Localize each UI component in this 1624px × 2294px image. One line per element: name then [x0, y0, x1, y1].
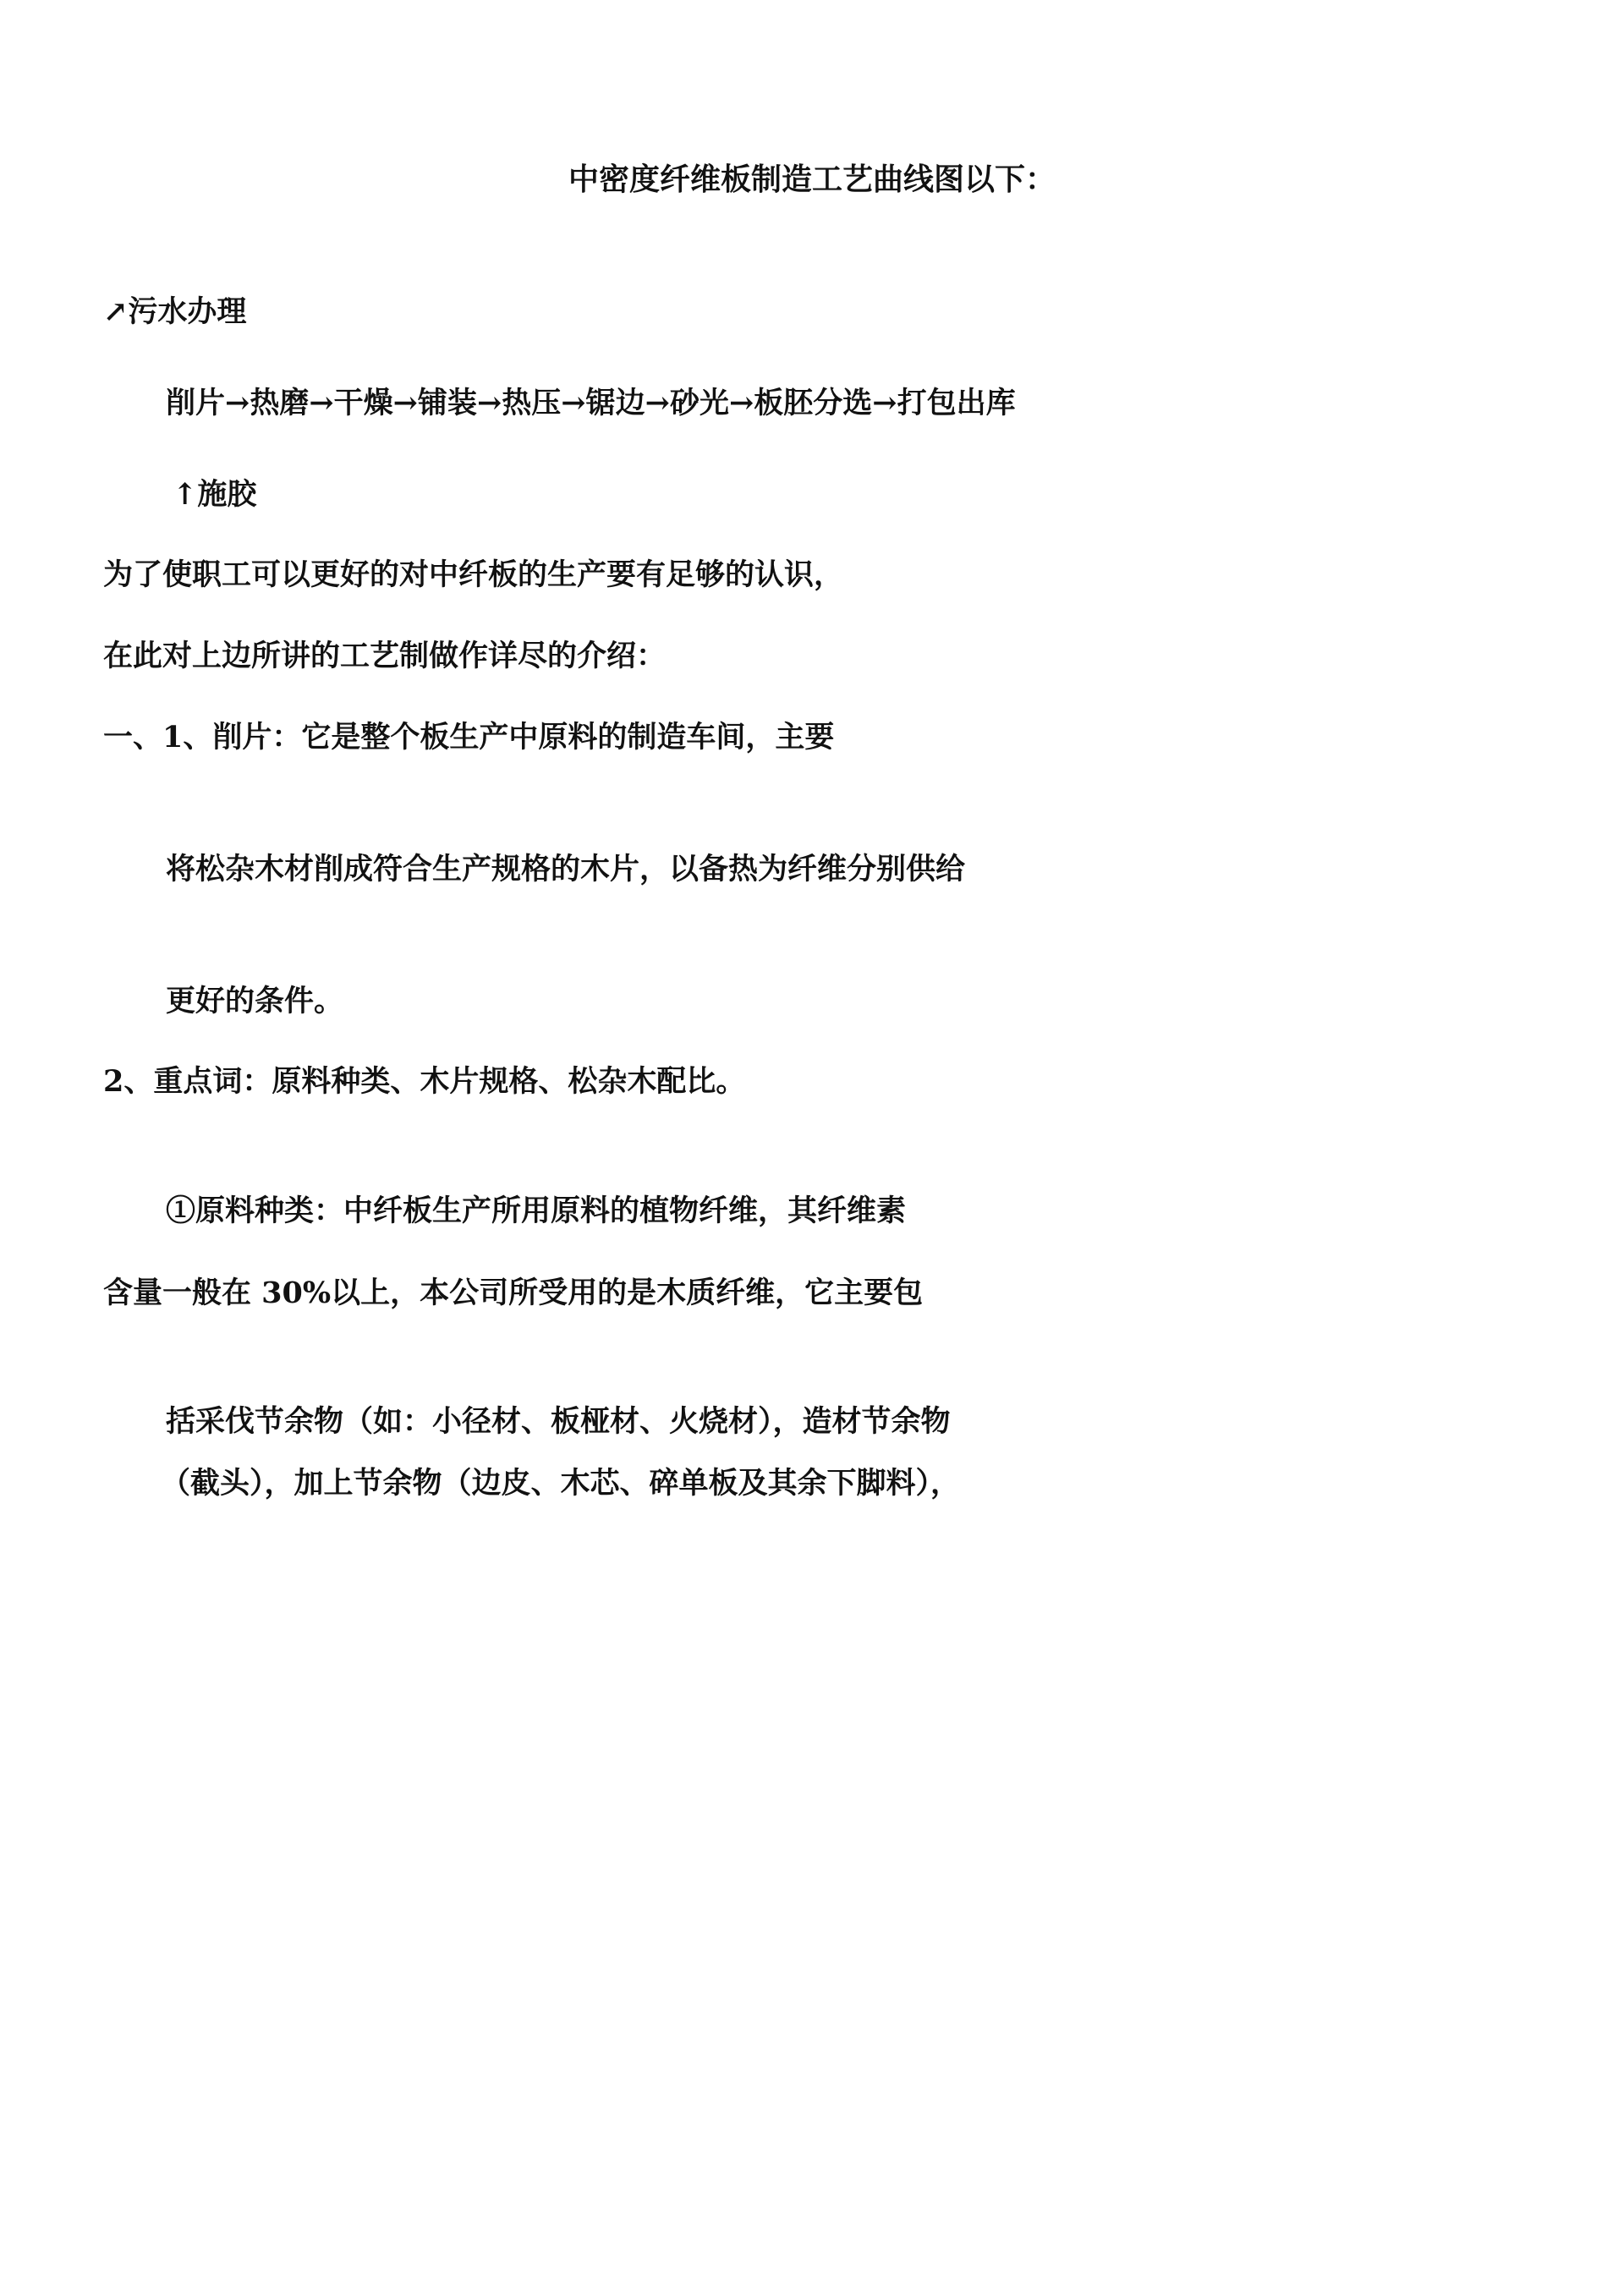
intro-paragraph-line-2: 在此对上边所讲的工艺制做作详尽的介绍： [103, 639, 667, 673]
intro-paragraph-line-1: 为了使职工可以更好的对中纤板的生产要有足够的认识， [103, 557, 844, 592]
section-1-line-2: 将松杂木材削成符合生产规格的木片，以备热为纤维分别供给 [166, 852, 966, 886]
document-title: 中密度纤维板制造工艺曲线图以下： [568, 162, 1056, 197]
section-1-line-1: 一、1、削片：它是整个板生产中原料的制造车间，主要 [103, 720, 835, 755]
item-1-line-2: 含量一般在 30%以上，本公司所受用的是木质纤维，它主要包 [103, 1276, 924, 1310]
flow-upper-branch: ↗污水办理 [103, 294, 247, 329]
section-1-line-3: 更好的条件。 [166, 984, 344, 1018]
item-1-line-3: 括采伐节余物（如：小径材、板桠材、火烧材），造材节余物 [166, 1404, 951, 1439]
keywords-line: 2、重点词：原料种类、木片规格、松杂木配比。 [103, 1064, 746, 1099]
item-1-line-4: （截头），加上节余物（边皮、木芯、碎单板及其余下脚料）， [161, 1466, 961, 1501]
item-1-line-1: ①原料种类：中纤板生产所用原料的植物纤维，其纤维素 [166, 1194, 907, 1228]
flow-main-line: 削片→热磨→干燥→铺装→热压→锯边→砂光→板胚分选→打包出库 [166, 386, 1016, 420]
flow-lower-branch: ↑施胶 [173, 477, 257, 512]
